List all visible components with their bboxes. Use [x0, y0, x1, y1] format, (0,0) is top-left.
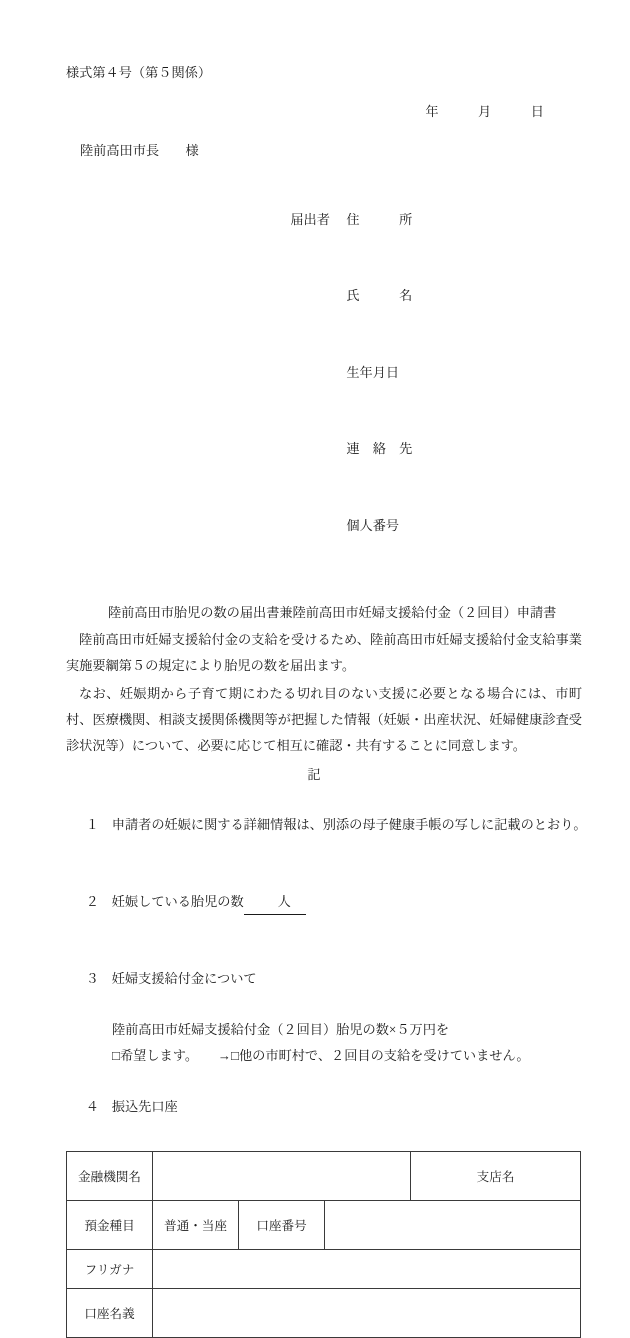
submitter-block [66, 181, 582, 564]
paragraph-purpose: 陸前高田市妊婦支援給付金の支給を受けるため、陸前高田市妊婦支援給付金支給事業実施要綱第５の規定により胎児の数を届出ます。 [66, 631, 582, 673]
item-4-number: ４ [85, 1098, 99, 1114]
form-number: 様式第４号（第５関係） [66, 65, 212, 80]
item-3 [66, 941, 582, 1018]
spacer [66, 124, 582, 138]
item-3-subline-amount: 陸前高田市妊婦支援給付金（２回目）胎児の数×５万円を [112, 1022, 450, 1037]
item-4 [66, 1068, 582, 1145]
item-4-text: 振込先口座 [111, 1098, 178, 1114]
cell-value-account-number[interactable] [325, 1200, 581, 1249]
addressee-line: 陸前高田市長 様 [80, 143, 199, 158]
submitter-row-name [264, 258, 582, 335]
submitter-field-name[interactable]: 氏 名 [346, 288, 413, 303]
cell-label-account-holder: 口座名義 [67, 1288, 153, 1337]
submitter-field-birthdate[interactable]: 生年月日 [346, 364, 400, 380]
table-row-deposit-type [67, 1200, 581, 1249]
fetus-count-input[interactable] [244, 889, 306, 916]
table-row-account-holder [67, 1288, 581, 1337]
submitter-field-contact[interactable]: 連 絡 先 [346, 441, 413, 456]
item-2 [66, 863, 582, 941]
submitter-row-address [264, 181, 582, 258]
submitter-row-contact [264, 411, 582, 488]
item-3-text: 妊婦支援給付金について [111, 971, 257, 986]
cell-label-branch: 支店名 [476, 1170, 515, 1184]
cell-value-furigana[interactable] [153, 1249, 581, 1288]
cell-label-account-number: 口座番号 [239, 1200, 325, 1249]
item-3-number: ３ [85, 971, 99, 986]
item-1-number: １ [85, 817, 99, 832]
submitter-lead-label: 届出者 [290, 211, 330, 227]
submitter-field-address[interactable]: 住 所 [346, 211, 413, 227]
cell-label-institution: 金融機関名 [67, 1151, 153, 1200]
submitter-field-mynumber[interactable]: 個人番号 [346, 517, 400, 533]
paragraph-consent: なお、妊娠期から子育て期にわたる切れ目のない支援に必要となる場合には、市町村、医療機関、相談支援関係機関等が把握した情報（妊娠・出産状況、妊婦健康診査受診状況等）について、必要に応じて相互に確認・共有することに同意します。 [66, 685, 582, 753]
cell-value-account-holder[interactable] [153, 1288, 581, 1337]
table-row-furigana [67, 1249, 581, 1288]
item-1-text: 申請者の妊娠に関する詳細情報は、別添の母子健康手帳の写しに記載のとおり。 [111, 817, 587, 832]
item-2-label: 妊娠している胎児の数 [111, 893, 244, 909]
item-3-subline-checkboxes[interactable]: □希望します。 →□他の市町村で、２回目の支給を受けていません。 [112, 1047, 530, 1063]
ki-marker: 記 [307, 766, 321, 782]
submitter-row-birthdate [264, 334, 582, 411]
form-body [66, 60, 587, 1338]
document-title: 陸前高田市胎児の数の届出書兼陸前高田市妊婦支援給付金（２回目）申請書 [108, 604, 557, 620]
cell-label-furigana: フリガナ [67, 1249, 153, 1288]
cell-label-deposit-type: 預金種目 [67, 1200, 153, 1249]
bank-account-table [66, 1151, 581, 1338]
table-row-institution [67, 1151, 581, 1200]
date-line[interactable]: 年 月 日 [425, 104, 544, 119]
cell-branch-group [411, 1151, 581, 1200]
spacer [66, 85, 582, 99]
item-2-number: ２ [85, 893, 99, 909]
item-1 [66, 787, 587, 864]
cell-value-deposit-type[interactable]: 普通・当座 [153, 1200, 239, 1249]
cell-value-institution[interactable] [153, 1151, 411, 1200]
submitter-row-mynumber [264, 487, 582, 564]
fetus-count-unit: 人 [277, 893, 291, 909]
